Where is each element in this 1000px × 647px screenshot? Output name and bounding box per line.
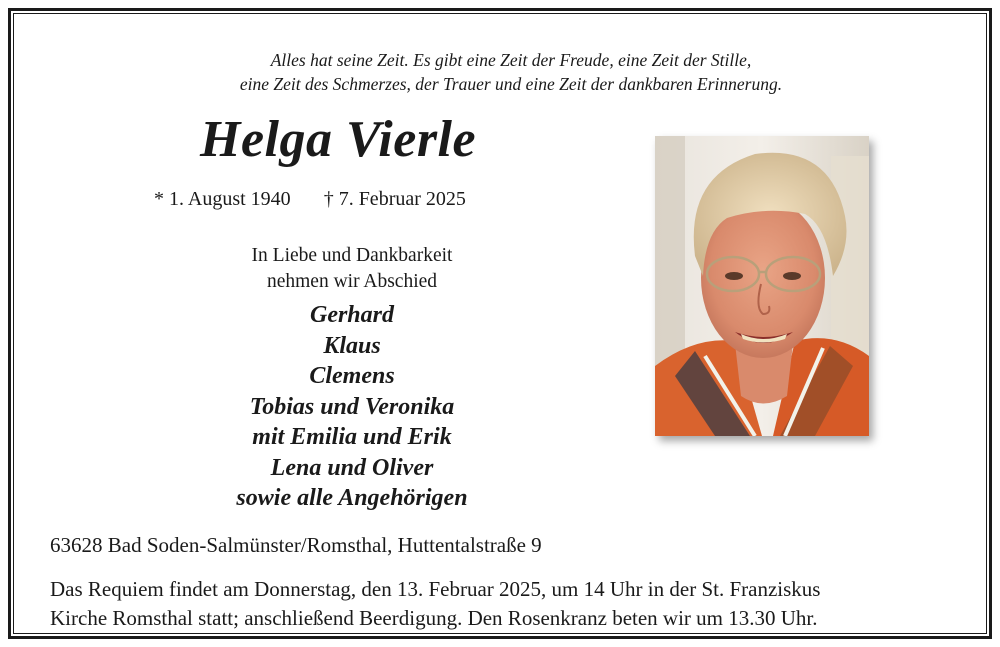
quote-line-2: eine Zeit des Schmerzes, der Trauer und eine Zeit der dankbaren Erinnerung.: [239, 74, 783, 94]
intro-line-2: nehmen wir Abschied: [266, 271, 438, 292]
death-date: † 7. Februar 2025: [323, 188, 466, 210]
inner-border: [13, 13, 987, 634]
quote-line-1: Alles hat seine Zeit. Es gibt eine Zeit der Freude, eine Zeit der Stille,: [270, 50, 752, 70]
farewell-intro: [202, 243, 502, 295]
requiem-notice: [50, 575, 820, 633]
mourners-list: [152, 300, 552, 514]
obituary-frame: [8, 8, 992, 639]
memorial-quote: [14, 48, 1000, 96]
mourner-item: Lena und Oliver: [270, 454, 434, 481]
requiem-line-1: Das Requiem findet am Donnerstag, den 13. Februar 2025, um 14 Uhr in der St. Franziskus: [50, 577, 821, 601]
life-dates: [154, 188, 466, 211]
portrait-photo: [655, 136, 869, 436]
mourner-item: Clemens: [309, 363, 395, 389]
mourner-item: mit Emilia und Erik: [252, 424, 452, 450]
mourner-item: Klaus: [323, 332, 381, 359]
mourner-item: Gerhard: [309, 302, 394, 328]
intro-line-1: In Liebe und Dankbarkeit: [251, 245, 453, 266]
birth-date: * 1. August 1940: [154, 188, 291, 210]
address: 63628 Bad Soden-Salmünster/Romsthal, Huttentalstraße 9: [50, 533, 542, 557]
requiem-line-2: Kirche Romsthal statt; anschließend Beerdigung. Den Rosenkranz beten wir um 13.30 Uhr.: [50, 606, 818, 630]
mourner-item: Tobias und Veronika: [249, 393, 455, 420]
deceased-name: Helga Vierle: [200, 111, 477, 168]
mourner-item: sowie alle Angehörigen: [236, 485, 468, 511]
